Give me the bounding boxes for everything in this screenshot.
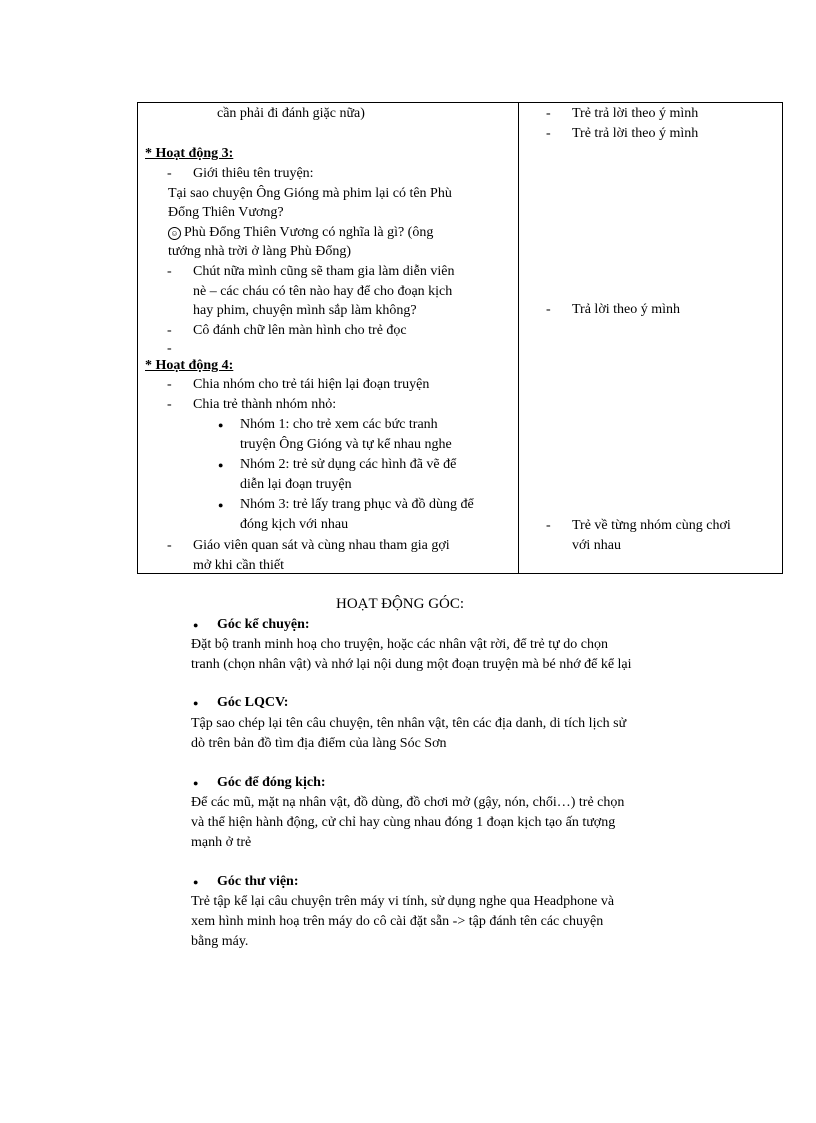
text-line: hay phim, chuyện mình sắp làm không? xyxy=(193,303,417,318)
text-line: Tập sao chép lại tên câu chuyện, tên nhân vật, tên các địa danh, di tích lịch sử xyxy=(191,716,627,731)
activity-4-heading: * Hoạt động 4: xyxy=(145,358,234,373)
text-line: truyện Ông Gióng và tự kể nhau nghe xyxy=(240,437,452,452)
activity-table xyxy=(137,102,783,574)
list-item: ● Nhóm 1: cho trẻ xem các bức tranh xyxy=(240,416,438,434)
text-line: Để các mũ, mặt nạ nhân vật, đồ dùng, đồ chơi mở (gậy, nón, chổi…) trẻ chọn xyxy=(191,795,625,810)
text-line: mạnh ở trẻ xyxy=(191,835,252,850)
text-line: Đặt bộ tranh minh hoạ cho truyện, hoặc các nhân vật rời, để trẻ tự do chọn xyxy=(191,637,608,652)
section-title: HOẠT ĐỘNG GÓC: xyxy=(336,596,465,612)
list-item: - Giáo viên quan sát và cùng nhau tham gia gợi xyxy=(193,537,450,555)
text-line: đóng kịch với nhau xyxy=(240,517,349,532)
bullet-icon: ● xyxy=(193,877,199,887)
text-line: dò trên bản đồ tìm địa điểm của làng Sóc Sơn xyxy=(191,736,447,751)
text-line: với nhau xyxy=(572,538,622,553)
list-item: - Giới thiêu tên truyện: xyxy=(193,165,314,183)
bullet-icon: ● xyxy=(193,698,199,708)
list-item: - Chút nữa mình cũng sẽ tham gia làm diễn viên xyxy=(193,263,454,281)
response-item: - Trẻ trả lời theo ý mình xyxy=(572,105,698,123)
list-item: ● Nhóm 2: trẻ sử dụng các hình đã vẽ để xyxy=(240,456,456,474)
library-corner-heading: Góc thư viện: xyxy=(217,874,299,889)
list-item: - Chia nhóm cho trẻ tái hiện lại đoạn truyện xyxy=(193,376,429,394)
text-line: cần phải đi đánh giặc nữa) xyxy=(217,106,365,121)
text-line: mở khi cần thiết xyxy=(193,558,284,573)
response-item: - Trả lời theo ý mình xyxy=(572,301,680,319)
text-line: ☺ Phù Đổng Thiên Vương có nghĩa là gì? (ông xyxy=(168,224,433,242)
response-item: - Trẻ trả lời theo ý mình xyxy=(572,125,698,143)
bullet-icon: ● xyxy=(193,778,199,788)
text-line: tranh (chọn nhân vật) và nhớ lại nội dung một đoạn truyện mà bé nhớ để kể lại xyxy=(191,657,632,672)
drama-corner-heading: Góc để đóng kịch: xyxy=(217,775,326,790)
bullet-icon: ● xyxy=(193,620,199,630)
list-item: ● Nhóm 3: trẻ lấy trang phục và đồ dùng để xyxy=(240,496,474,514)
list-item: - Chia trẻ thành nhóm nhỏ: xyxy=(193,396,336,414)
text-line: Tại sao chuyện Ông Gióng mà phim lại có tên Phù xyxy=(168,186,452,201)
response-item: - Trẻ về từng nhóm cùng chơi xyxy=(572,517,731,535)
activity-3-heading: * Hoạt động 3: xyxy=(145,146,234,161)
smiley-icon: ☺ xyxy=(168,227,181,240)
text-line: nè – các cháu có tên nào hay để cho đoạn kịch xyxy=(193,284,453,299)
text-line: xem hình minh hoạ trên máy do cô cài đặt sẵn -> tập đánh tên các chuyện xyxy=(191,914,604,929)
text-line: diễn lại đoạn truyện xyxy=(240,477,352,492)
text-line: Trẻ tập kể lại câu chuyện trên máy vi tính, sử dụng nghe qua Headphone và xyxy=(191,894,615,909)
text-line: và thể hiện hành động, cử chỉ hay cùng nhau đóng 1 đoạn kịch tạo ấn tượng xyxy=(191,815,616,830)
column-divider xyxy=(518,103,519,573)
text-line: bằng máy. xyxy=(191,934,249,949)
text-line: tướng nhà trời ở làng Phù Đổng) xyxy=(168,244,352,259)
story-corner-heading: Góc kể chuyện: xyxy=(217,617,310,632)
list-item: - Cô đánh chữ lên màn hình cho trẻ đọc xyxy=(193,322,407,340)
text-line: Đổng Thiên Vương? xyxy=(168,205,284,220)
lqcv-corner-heading: Góc LQCV: xyxy=(217,695,289,710)
